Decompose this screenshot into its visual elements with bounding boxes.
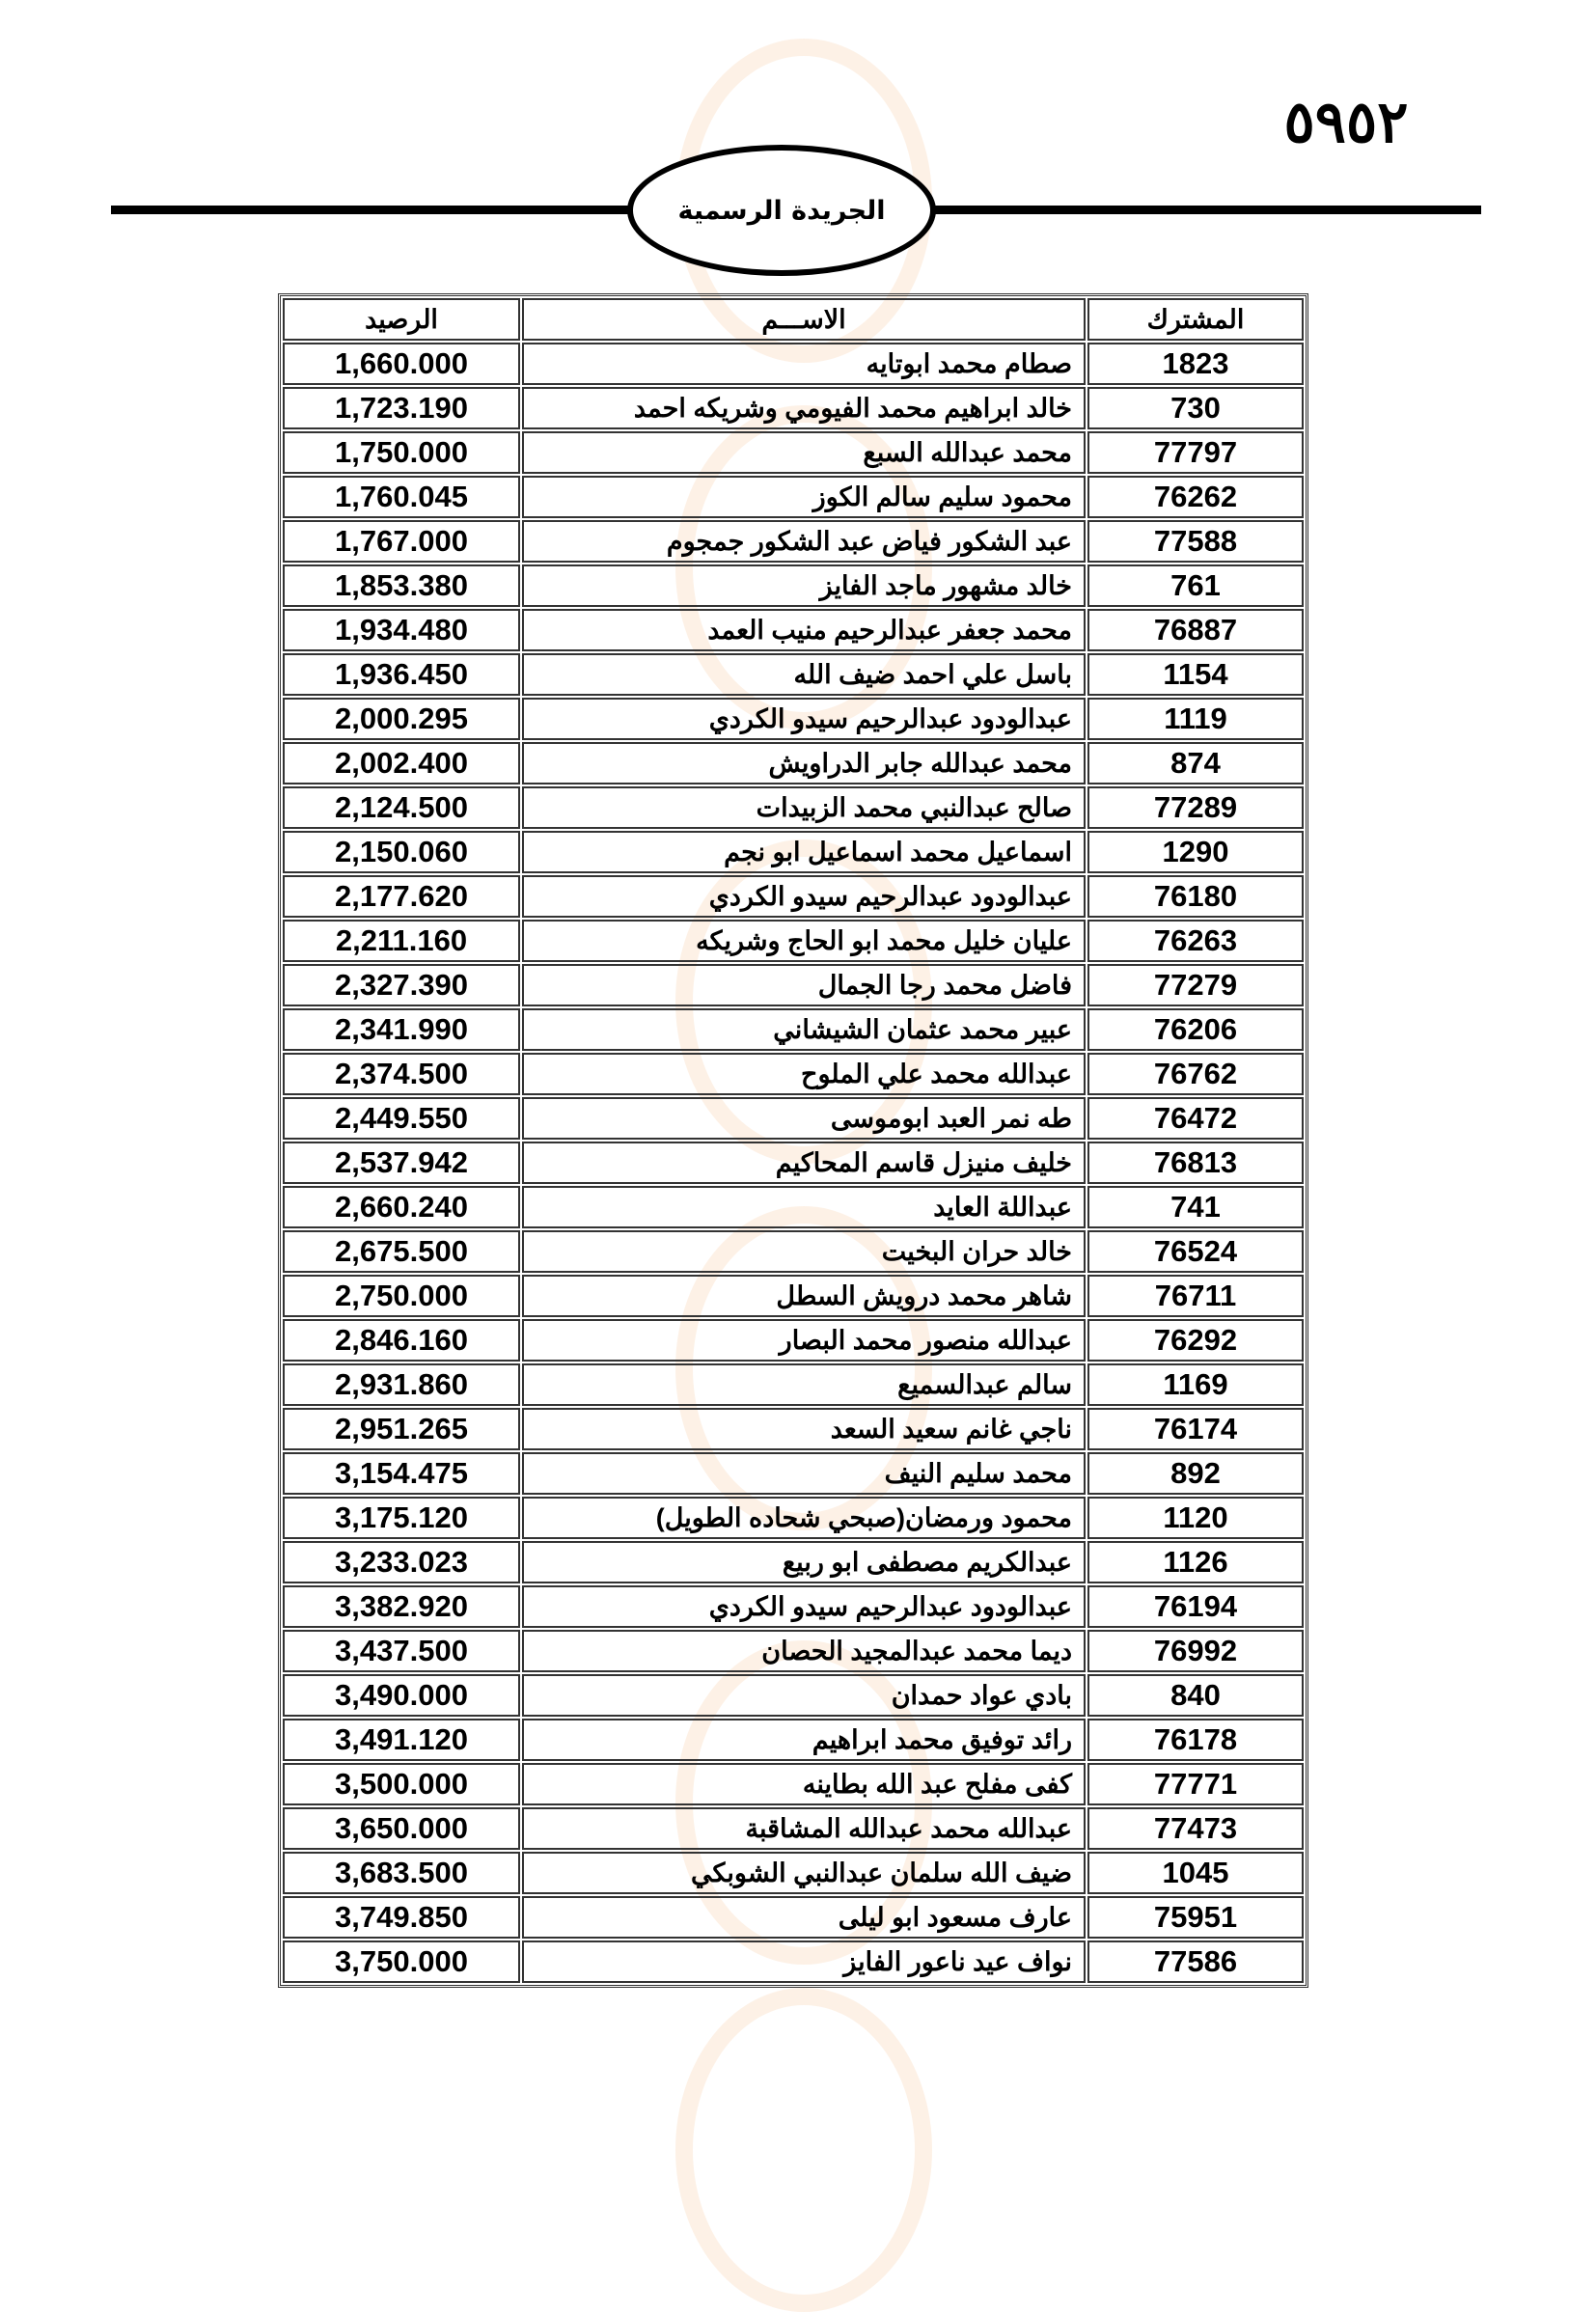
name-cell: باسل علي احمد ضيف الله <box>522 653 1086 696</box>
name-cell: عبدالودود عبدالرحيم سيدو الكردي <box>522 698 1086 740</box>
name-cell: عارف مسعود ابو ليلى <box>522 1896 1086 1939</box>
balance-cell: 3,500.000 <box>283 1763 520 1805</box>
table-row <box>283 1363 1304 1406</box>
name-cell: عبير محمد عثمان الشيشاني <box>522 1008 1086 1051</box>
subscriber-cell: 76263 <box>1087 920 1304 962</box>
name-cell: خالد مشهور ماجد الفايز <box>522 564 1086 607</box>
table-row <box>283 1940 1304 1983</box>
balance-cell: 1,936.450 <box>283 653 520 696</box>
subscriber-cell: 76194 <box>1087 1585 1304 1628</box>
balance-cell: 2,675.500 <box>283 1230 520 1273</box>
name-cell: عبدالله محمد علي الملوح <box>522 1053 1086 1095</box>
table-row <box>283 1852 1304 1894</box>
name-cell: عبد الشكور فياض عبد الشكور جمجوم <box>522 520 1086 563</box>
balance-cell: 2,846.160 <box>283 1319 520 1362</box>
balance-cell: 3,491.120 <box>283 1719 520 1761</box>
name-cell: عبدالله منصور محمد البصار <box>522 1319 1086 1362</box>
name-cell: صالح عبدالنبي محمد الزبيدات <box>522 786 1086 829</box>
balance-cell: 2,150.060 <box>283 831 520 873</box>
subscribers-table <box>278 293 1308 1988</box>
subscriber-cell: 1120 <box>1087 1497 1304 1539</box>
balance-cell: 3,175.120 <box>283 1497 520 1539</box>
name-cell: محمد جعفر عبدالرحيم منيب العمد <box>522 609 1086 651</box>
subscriber-cell: 76813 <box>1087 1142 1304 1184</box>
table-row <box>283 1230 1304 1273</box>
table-row <box>283 1408 1304 1450</box>
table-row <box>283 1630 1304 1672</box>
table-header-row <box>283 298 1304 341</box>
subscriber-cell: 77797 <box>1087 431 1304 474</box>
name-cell: بادي عواد حمدان <box>522 1674 1086 1717</box>
subscriber-cell: 77473 <box>1087 1807 1304 1850</box>
table-row <box>283 1142 1304 1184</box>
header-balance: الرصيد <box>283 298 520 341</box>
balance-cell: 1,723.190 <box>283 387 520 429</box>
table-row <box>283 1763 1304 1805</box>
balance-cell: 1,767.000 <box>283 520 520 563</box>
name-cell: كفى مفلح عبد الله بطاينه <box>522 1763 1086 1805</box>
subscriber-cell: 874 <box>1087 742 1304 784</box>
balance-cell: 2,660.240 <box>283 1186 520 1228</box>
balance-cell: 2,931.860 <box>283 1363 520 1406</box>
name-cell: خليف منيزل قاسم المحاكيم <box>522 1142 1086 1184</box>
table-row <box>283 653 1304 696</box>
balance-cell: 2,537.942 <box>283 1142 520 1184</box>
table-row <box>283 1674 1304 1717</box>
name-cell: سالم عبدالسميع <box>522 1363 1086 1406</box>
table-row <box>283 1053 1304 1095</box>
subscriber-cell: 76174 <box>1087 1408 1304 1450</box>
subscriber-cell: 77289 <box>1087 786 1304 829</box>
balance-cell: 2,951.265 <box>283 1408 520 1450</box>
balance-cell: 3,154.475 <box>283 1452 520 1495</box>
balance-cell: 1,934.480 <box>283 609 520 651</box>
gazette-title-ellipse <box>627 145 936 276</box>
name-cell: اسماعيل محمد اسماعيل ابو نجم <box>522 831 1086 873</box>
name-cell: عبدالكريم مصطفى ابو ربيع <box>522 1541 1086 1583</box>
balance-cell: 2,211.160 <box>283 920 520 962</box>
subscriber-cell: 730 <box>1087 387 1304 429</box>
balance-cell: 2,177.620 <box>283 875 520 918</box>
watermark-clock <box>675 1988 932 2312</box>
subscriber-cell: 1045 <box>1087 1852 1304 1894</box>
name-cell: نواف عيد ناعور الفايز <box>522 1940 1086 1983</box>
name-cell: ضيف الله سلمان عبدالنبي الشوبكي <box>522 1852 1086 1894</box>
table-row <box>283 1807 1304 1850</box>
balance-cell: 1,853.380 <box>283 564 520 607</box>
subscriber-cell: 741 <box>1087 1186 1304 1228</box>
name-cell: عبدالودود عبدالرحيم سيدو الكردي <box>522 875 1086 918</box>
name-cell: عبدالودود عبدالرحيم سيدو الكردي <box>522 1585 1086 1628</box>
table-row <box>283 742 1304 784</box>
name-cell: محمود سليم سالم الكوز <box>522 476 1086 518</box>
subscriber-cell: 892 <box>1087 1452 1304 1495</box>
name-cell: محمد عبدالله جابر الدراويش <box>522 742 1086 784</box>
gazette-title: الجريدة الرسمية <box>677 195 886 226</box>
table-row <box>283 343 1304 385</box>
table-row <box>283 698 1304 740</box>
subscriber-cell: 76206 <box>1087 1008 1304 1051</box>
name-cell: ديما محمد عبدالمجيد الحصان <box>522 1630 1086 1672</box>
subscriber-cell: 1126 <box>1087 1541 1304 1583</box>
subscriber-cell: 76711 <box>1087 1275 1304 1317</box>
subscriber-cell: 76762 <box>1087 1053 1304 1095</box>
table-row <box>283 609 1304 651</box>
subscriber-cell: 1154 <box>1087 653 1304 696</box>
table-row <box>283 1319 1304 1362</box>
balance-cell: 2,327.390 <box>283 964 520 1006</box>
table-row <box>283 476 1304 518</box>
balance-cell: 3,233.023 <box>283 1541 520 1583</box>
subscriber-cell: 761 <box>1087 564 1304 607</box>
balance-cell: 3,683.500 <box>283 1852 520 1894</box>
subscriber-cell: 1169 <box>1087 1363 1304 1406</box>
page-number: ٥٩٥٢ <box>1283 89 1409 156</box>
name-cell: رائد توفيق محمد ابراهيم <box>522 1719 1086 1761</box>
table-row <box>283 1541 1304 1583</box>
name-cell: ناجي غانم سعيد السعد <box>522 1408 1086 1450</box>
table-row <box>283 1097 1304 1140</box>
name-cell: محمود ورمضان(صبحي شحاده الطويل) <box>522 1497 1086 1539</box>
table-row <box>283 1896 1304 1939</box>
balance-cell: 3,750.000 <box>283 1940 520 1983</box>
balance-cell: 1,750.000 <box>283 431 520 474</box>
table-row <box>283 875 1304 918</box>
name-cell: عبدالله محمد عبدالله المشاقبة <box>522 1807 1086 1850</box>
subscriber-cell: 76472 <box>1087 1097 1304 1140</box>
table-row <box>283 831 1304 873</box>
table-row <box>283 520 1304 563</box>
balance-cell: 2,449.550 <box>283 1097 520 1140</box>
name-cell: صطام محمد ابوتايه <box>522 343 1086 385</box>
subscriber-cell: 76178 <box>1087 1719 1304 1761</box>
subscriber-cell: 76992 <box>1087 1630 1304 1672</box>
name-cell: خالد حران البخيت <box>522 1230 1086 1273</box>
table-row <box>283 964 1304 1006</box>
subscriber-cell: 76524 <box>1087 1230 1304 1273</box>
subscriber-cell: 76887 <box>1087 609 1304 651</box>
balance-cell: 3,382.920 <box>283 1585 520 1628</box>
table-row <box>283 387 1304 429</box>
subscriber-cell: 76180 <box>1087 875 1304 918</box>
subscriber-cell: 1290 <box>1087 831 1304 873</box>
balance-cell: 3,437.500 <box>283 1630 520 1672</box>
name-cell: فاضل محمد رجا الجمال <box>522 964 1086 1006</box>
subscriber-cell: 77279 <box>1087 964 1304 1006</box>
subscriber-cell: 77588 <box>1087 520 1304 563</box>
subscriber-cell: 76262 <box>1087 476 1304 518</box>
subscriber-cell: 1119 <box>1087 698 1304 740</box>
table-row <box>283 1497 1304 1539</box>
balance-cell: 2,341.990 <box>283 1008 520 1051</box>
table-row <box>283 431 1304 474</box>
subscriber-cell: 75951 <box>1087 1896 1304 1939</box>
table-row <box>283 1186 1304 1228</box>
table-row <box>283 920 1304 962</box>
balance-cell: 2,000.295 <box>283 698 520 740</box>
header-name: الاســـم <box>522 298 1086 341</box>
table-row <box>283 1275 1304 1317</box>
balance-cell: 2,374.500 <box>283 1053 520 1095</box>
table-row <box>283 1452 1304 1495</box>
balance-cell: 3,650.000 <box>283 1807 520 1850</box>
name-cell: محمد سليم النيف <box>522 1452 1086 1495</box>
subscriber-cell: 77771 <box>1087 1763 1304 1805</box>
subscriber-cell: 77586 <box>1087 1940 1304 1983</box>
balance-cell: 3,490.000 <box>283 1674 520 1717</box>
balance-cell: 3,749.850 <box>283 1896 520 1939</box>
subscriber-cell: 1823 <box>1087 343 1304 385</box>
balance-cell: 2,750.000 <box>283 1275 520 1317</box>
table-row <box>283 1719 1304 1761</box>
table-row <box>283 1008 1304 1051</box>
name-cell: طه نمر العبد ابوموسى <box>522 1097 1086 1140</box>
table-row <box>283 564 1304 607</box>
subscriber-cell: 840 <box>1087 1674 1304 1717</box>
name-cell: خالد ابراهيم محمد الفيومي وشريكه احمد <box>522 387 1086 429</box>
name-cell: عبداللة العايد <box>522 1186 1086 1228</box>
balance-cell: 1,660.000 <box>283 343 520 385</box>
balance-cell: 2,002.400 <box>283 742 520 784</box>
name-cell: عليان خليل محمد ابو الحاج وشريكه <box>522 920 1086 962</box>
balance-cell: 2,124.500 <box>283 786 520 829</box>
header-subscriber: المشترك <box>1087 298 1304 341</box>
name-cell: محمد عبدالله السبع <box>522 431 1086 474</box>
table-row <box>283 786 1304 829</box>
name-cell: شاهر محمد درويش السطل <box>522 1275 1086 1317</box>
table-row <box>283 1585 1304 1628</box>
balance-cell: 1,760.045 <box>283 476 520 518</box>
subscriber-cell: 76292 <box>1087 1319 1304 1362</box>
